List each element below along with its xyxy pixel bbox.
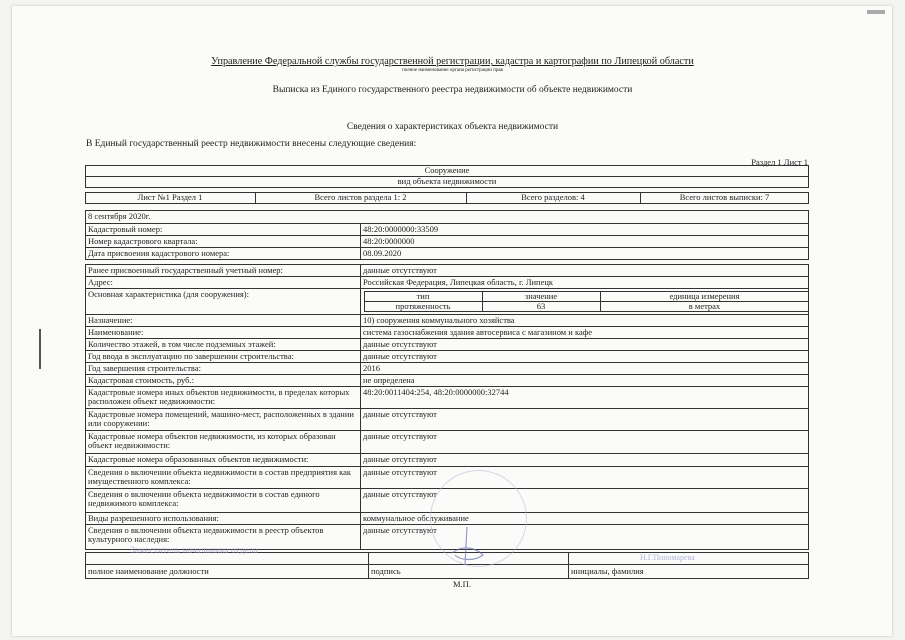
sheet-number: Лист №1 Раздел 1 — [137, 193, 203, 202]
name-value: система газоснабжения здания автосервиса с магазином и кафе — [363, 328, 593, 337]
row-label: Виды разрешенного использования: — [88, 514, 219, 523]
signer-position: Заместитель начальника отдела — [130, 546, 258, 556]
row-label: Сведения о включении объекта недвижимости в состав единого недвижимого комплекса: — [88, 490, 320, 509]
row-label: Кадастровые номера объектов недвижимости, из которых образован объект недвижимости: — [88, 432, 336, 451]
row-label: Кадастровые номера помещений, машино-мест, расположенных в здании или сооружении: — [88, 410, 354, 429]
row-value: данные отсутствуют — [363, 490, 437, 499]
position-label: полное наименование должности — [88, 567, 209, 576]
row-value: данные отсутствуют — [363, 468, 437, 477]
row-label: Ранее присвоенный государственный учетный номер: — [88, 266, 283, 275]
margin-mark — [39, 329, 41, 369]
main-char-value: 63 — [536, 302, 546, 311]
cadastral-quarter: 48:20:0000000 — [363, 237, 415, 246]
row-label: Основная характеристика (для сооружения): — [88, 290, 249, 299]
sheets-in-section: Всего листов раздела 1: 2 — [314, 193, 407, 202]
row-label: Сведения о включении объекта недвижимости в реестр объектов культурного наследия: — [88, 526, 324, 545]
row-value: данные отсутствуют — [363, 432, 437, 441]
row-label: Сведения о включении объекта недвижимости в состав предприятия как имущественного комплекса: — [88, 468, 352, 487]
row-value: данные отсутствуют — [363, 352, 437, 361]
row-label: Назначение: — [88, 316, 133, 325]
razdel-label: Раздел 1 Лист 1 — [751, 157, 808, 167]
row-value: данные отсутствуют — [363, 266, 437, 275]
row-label: Номер кадастрового квартала: — [88, 237, 198, 246]
permitted-use-value: коммунальное обслуживание — [363, 514, 469, 523]
row-label: Кадастровый номер: — [88, 225, 163, 234]
extract-title: Выписка из Единого государственного реестра недвижимости об объекте недвижимости — [272, 85, 633, 95]
cadastral-cost: не определена — [363, 376, 415, 385]
row-label: Наименование: — [88, 328, 144, 337]
object-type-note: вид объекта недвижимости — [397, 177, 497, 186]
sections-total: Всего разделов: 4 — [521, 193, 585, 202]
purpose-value: 10) сооружения коммунального хозяйства — [363, 316, 515, 325]
sheets-total: Всего листов выписки: 7 — [679, 193, 770, 202]
completion-year: 2016 — [363, 364, 380, 373]
row-label: Кадастровые номера образованных объектов недвижимости: — [88, 455, 309, 464]
extract-date: 8 сентября 2020г. — [88, 212, 151, 221]
row-value: данные отсутствуют — [363, 455, 437, 464]
agency-note: полное наименование органа регистрации прав — [402, 68, 503, 73]
main-char-header: единица измерения — [669, 292, 740, 301]
row-value: данные отсутствуют — [363, 410, 437, 419]
main-char-type: протяженность — [395, 302, 451, 311]
row-label: Кадастровая стоимость, руб.: — [88, 376, 194, 385]
initials-label: инициалы, фамилия — [571, 567, 644, 576]
signature-scribble — [447, 525, 487, 570]
row-value: данные отсутствуют — [363, 340, 437, 349]
row-label: Количество этажей, в том числе подземных этажей: — [88, 340, 276, 349]
main-char-header: значение — [524, 292, 558, 301]
main-char-unit: в метрах — [688, 302, 721, 311]
row-label: Год ввода в эксплуатацию по завершении строительства: — [88, 352, 294, 361]
scan-artifact — [867, 10, 885, 14]
address-value: Российская Федерация, Липецкая область, г. Липецк — [363, 278, 554, 287]
row-label: Кадастровые номера иных объектов недвижимости, в пределах которых расположен объект недвижимости: — [88, 388, 350, 407]
signature-label: подпись — [371, 567, 401, 576]
mp-label: М.П. — [453, 580, 471, 589]
section-title: Сведения о характеристиках объекта недвижимости — [346, 122, 559, 132]
row-label: Год завершения строительства: — [88, 364, 201, 373]
intro-text: В Единый государственный реестр недвижимости внесены следующие сведения: — [86, 139, 417, 149]
signer-initials: Н.Г.Пономарева — [640, 553, 695, 562]
parent-objects-value: 48:20:0011404:254, 48:20:0000000:32744 — [363, 388, 509, 397]
assignment-date: 08.09.2020 — [363, 249, 402, 258]
row-label: Дата присвоения кадастрового номера: — [88, 249, 230, 258]
main-char-header: тип — [416, 292, 430, 301]
row-label: Адрес: — [88, 278, 113, 287]
object-type: Сооружение — [424, 166, 470, 175]
cadastral-number: 48:20:0000000:33509 — [363, 225, 439, 234]
agency-name: Управление Федеральной службы государственной регистрации, кадастра и картографии по Липецкой области — [211, 56, 694, 67]
row-value: данные отсутствуют — [363, 526, 437, 535]
